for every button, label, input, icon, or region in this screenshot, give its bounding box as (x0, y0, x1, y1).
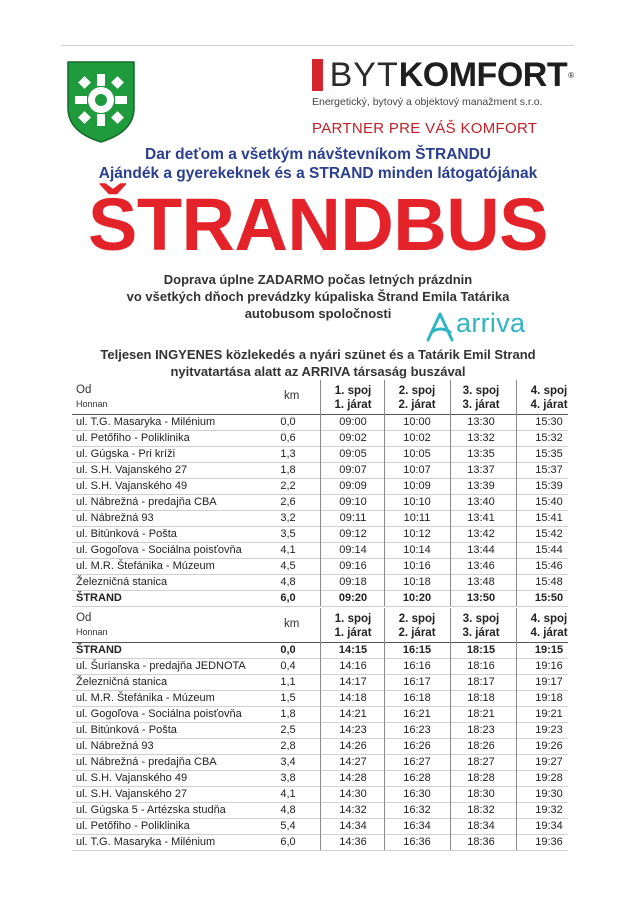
stop-name: Železničná stanica (76, 676, 168, 688)
departure-time: 09:10 (339, 496, 367, 508)
departure-time: 19:16 (535, 660, 563, 672)
departure-time: 18:36 (467, 836, 495, 848)
departure-time: 14:30 (339, 788, 367, 800)
departure-time: 18:26 (467, 740, 495, 752)
stop-km: 4,8 (280, 804, 296, 816)
departure-time: 10:05 (403, 448, 431, 460)
departure-time: 09:00 (339, 416, 367, 428)
departure-time: 16:17 (403, 676, 431, 688)
departure-time: 09:12 (339, 528, 367, 540)
departure-time: 13:48 (467, 576, 495, 588)
departure-time: 16:32 (403, 804, 431, 816)
departure-time: 16:30 (403, 788, 431, 800)
departure-time: 16:15 (402, 644, 432, 656)
departure-time: 18:17 (467, 676, 495, 688)
trip-label-hu: 4. járat (530, 627, 568, 639)
stop-km: 1,5 (280, 692, 296, 704)
trip-label-hu: 3. járat (462, 627, 500, 639)
departure-time: 18:30 (467, 788, 495, 800)
trip-label-sk: 4. spoj (530, 385, 568, 397)
info-hu-line1: Teljesen INGYENES közlekedés a nyári szünet és a Tatárik Emil Strand (100, 347, 536, 362)
header-trip-2 (386, 612, 448, 640)
trip-label-sk: 1. spoj (334, 385, 372, 397)
departure-time: 14:28 (339, 772, 367, 784)
departure-time: 14:34 (339, 820, 367, 832)
departure-time: 16:28 (403, 772, 431, 784)
departure-time: 14:26 (339, 740, 367, 752)
departure-time: 09:05 (339, 448, 367, 460)
trip-label-hu: 1. járat (334, 627, 372, 639)
header-from: Od (76, 384, 92, 396)
column-divider (450, 608, 451, 850)
header-trip-4 (518, 384, 580, 412)
header-trip-1 (322, 384, 384, 412)
stop-name: ul. Petőfiho - Poliklinika (76, 820, 190, 832)
header-km: km (284, 618, 300, 630)
gift-text-sk: Dar deťom a všetkým návštevníkom ŠTRANDU (145, 146, 491, 163)
stop-name: ul. Nábrežná 93 (76, 740, 154, 752)
header-trip-3 (450, 384, 512, 412)
departure-time: 10:02 (403, 432, 431, 444)
logo-subtitle: Energetický, bytový a objektový manažment s.r.o. (312, 96, 543, 108)
arriva-logo (424, 308, 542, 346)
column-divider (320, 380, 321, 606)
departure-time: 09:07 (339, 464, 367, 476)
departure-time: 13:46 (467, 560, 495, 572)
departure-time: 13:37 (467, 464, 495, 476)
departure-time: 15:46 (535, 560, 563, 572)
stop-km: 1,8 (280, 464, 296, 476)
logo-registered: ® (568, 70, 574, 80)
gift-text-hu: Ajándék a gyerekeknek és a STRAND minden látogatójának (98, 165, 538, 182)
departure-time: 10:20 (402, 592, 432, 604)
departure-time: 13:30 (467, 416, 495, 428)
departure-time: 09:09 (339, 480, 367, 492)
departure-time: 19:26 (535, 740, 563, 752)
departure-time: 14:36 (339, 836, 367, 848)
stop-km: 2,8 (280, 740, 296, 752)
stop-km: 3,5 (280, 528, 296, 540)
stop-km: 0,0 (280, 644, 296, 656)
departure-time: 19:27 (535, 756, 563, 768)
trip-label-sk: 3. spoj (462, 385, 500, 397)
stop-name: ul. T.G. Masaryka - Milénium (76, 416, 216, 428)
departure-time: 10:09 (403, 480, 431, 492)
trip-label-hu: 1. járat (334, 399, 372, 411)
departure-time: 15:48 (535, 576, 563, 588)
departure-time: 14:27 (339, 756, 367, 768)
info-sk-line3: autobusom spoločnosti (244, 306, 392, 321)
departure-time: 19:34 (535, 820, 563, 832)
bytkomfort-logo (312, 56, 574, 108)
departure-time: 18:34 (467, 820, 495, 832)
column-divider (384, 380, 385, 606)
departure-time: 10:12 (403, 528, 431, 540)
departure-time: 15:41 (535, 512, 563, 524)
stop-name: ul. Nábrežná 93 (76, 512, 154, 524)
stop-km: 4,1 (280, 788, 296, 800)
departure-time: 15:50 (534, 592, 564, 604)
departure-time: 13:42 (467, 528, 495, 540)
header-trip-1 (322, 612, 384, 640)
departure-time: 19:18 (535, 692, 563, 704)
coat-of-arms-icon (66, 60, 136, 144)
stop-km: 6,0 (280, 836, 296, 848)
departure-time: 18:28 (467, 772, 495, 784)
departure-time: 19:32 (535, 804, 563, 816)
stop-name: ul. S.H. Vajanského 27 (76, 788, 188, 800)
departure-time: 09:16 (339, 560, 367, 572)
header-trip-2 (386, 384, 448, 412)
departure-time: 16:27 (403, 756, 431, 768)
stop-name: ul. Gogoľova - Sociálna poisťovňa (76, 708, 242, 720)
stop-km: 2,6 (280, 496, 296, 508)
departure-time: 10:14 (403, 544, 431, 556)
departure-time: 14:15 (338, 644, 368, 656)
stop-km: 3,4 (280, 756, 296, 768)
departure-time: 14:32 (339, 804, 367, 816)
departure-time: 14:21 (339, 708, 367, 720)
stop-km: 6,0 (280, 592, 296, 604)
departure-time: 18:21 (467, 708, 495, 720)
departure-time: 09:11 (339, 512, 367, 524)
trip-label-sk: 2. spoj (398, 613, 436, 625)
logo-komfort: KOMFORT (398, 56, 568, 94)
departure-time: 16:34 (403, 820, 431, 832)
column-divider (384, 608, 385, 850)
info-hu-line2: nyitvatartása alatt az ARRIVA társaság buszával (170, 364, 466, 379)
trip-label-hu: 4. járat (530, 399, 568, 411)
stop-name: ul. Gogoľova - Sociálna poisťovňa (76, 544, 242, 556)
trip-label-sk: 1. spoj (334, 613, 372, 625)
stop-km: 1,1 (280, 676, 296, 688)
stop-name: ul. Nábrežná - predajňa CBA (76, 496, 217, 508)
departure-time: 18:18 (467, 692, 495, 704)
arriva-wordmark: arriva (456, 308, 526, 338)
departure-time: 16:26 (403, 740, 431, 752)
column-divider (320, 608, 321, 850)
stop-name: ul. S.H. Vajanského 49 (76, 480, 188, 492)
stop-name: ŠTRAND (76, 644, 122, 656)
departure-time: 16:23 (403, 724, 431, 736)
header-trip-3 (450, 612, 512, 640)
stop-name: ul. M.R. Štefánika - Múzeum (76, 560, 215, 572)
departure-time: 19:30 (535, 788, 563, 800)
departure-time: 14:18 (339, 692, 367, 704)
stop-name: ul. Šurianska - predajňa JEDNOTA (76, 660, 246, 672)
header-from-hu: Honnan (76, 627, 108, 637)
column-divider (516, 380, 517, 606)
header-km: km (284, 390, 300, 402)
departure-time: 19:23 (535, 724, 563, 736)
departure-time: 09:14 (339, 544, 367, 556)
trip-label-hu: 3. járat (462, 399, 500, 411)
stop-name: Železničná stanica (76, 576, 168, 588)
departure-time: 16:21 (403, 708, 431, 720)
stop-km: 4,8 (280, 576, 296, 588)
departure-time: 09:02 (339, 432, 367, 444)
info-sk-line1: Doprava úplne ZADARMO počas letných prázdnin (163, 272, 473, 287)
departure-time: 18:15 (466, 644, 496, 656)
departure-time: 15:30 (535, 416, 563, 428)
partner-tagline: PARTNER PRE VÁŠ KOMFORT (312, 120, 538, 137)
stop-km: 1,3 (280, 448, 296, 460)
stop-km: 0,6 (280, 432, 296, 444)
column-divider (450, 380, 451, 606)
departure-time: 10:11 (403, 512, 431, 524)
departure-time: 15:37 (535, 464, 563, 476)
stop-name: ul. M.R. Štefánika - Múzeum (76, 692, 215, 704)
departure-time: 10:07 (403, 464, 431, 476)
stop-km: 3,2 (280, 512, 296, 524)
stop-name: ul. Petőfiho - Poliklinika (76, 432, 190, 444)
stop-name: ul. Gúgska 5 - Artézska studňa (76, 804, 226, 816)
departure-time: 18:27 (467, 756, 495, 768)
departure-time: 18:32 (467, 804, 495, 816)
stop-km: 4,5 (280, 560, 296, 572)
departure-time: 13:40 (467, 496, 495, 508)
departure-time: 15:35 (535, 448, 563, 460)
departure-time: 13:41 (467, 512, 495, 524)
departure-time: 15:39 (535, 480, 563, 492)
header-from: Od (76, 612, 92, 624)
departure-time: 13:32 (467, 432, 495, 444)
departure-time: 16:18 (403, 692, 431, 704)
departure-time: 16:36 (403, 836, 431, 848)
departure-time: 09:18 (339, 576, 367, 588)
arriva-mark-icon (424, 310, 456, 344)
timetable-from-strand (72, 608, 568, 851)
trip-label-sk: 4. spoj (530, 613, 568, 625)
info-sk-line2: vo všetkých dňoch prevádzky kúpaliska Štrand Emila Tatárika (126, 289, 510, 304)
trip-label-sk: 3. spoj (462, 613, 500, 625)
stop-km: 0,4 (280, 660, 296, 672)
departure-time: 19:36 (535, 836, 563, 848)
departure-time: 10:10 (403, 496, 431, 508)
top-rule (62, 45, 574, 46)
departure-time: 19:15 (534, 644, 564, 656)
stop-km: 2,5 (280, 724, 296, 736)
header-trip-4 (518, 612, 580, 640)
timetable-to-strand (72, 380, 568, 607)
header-from-hu: Honnan (76, 399, 108, 409)
stop-name: ul. Nábrežná - predajňa CBA (76, 756, 217, 768)
departure-time: 18:23 (467, 724, 495, 736)
trip-label-hu: 2. járat (398, 627, 436, 639)
stop-name: ul. S.H. Vajanského 49 (76, 772, 188, 784)
stop-km: 0,0 (280, 416, 296, 428)
stop-name: ul. T.G. Masaryka - Milénium (76, 836, 216, 848)
stop-km: 5,4 (280, 820, 296, 832)
stop-name: ul. S.H. Vajanského 27 (76, 464, 188, 476)
stop-km: 2,2 (280, 480, 296, 492)
stop-km: 1,8 (280, 708, 296, 720)
departure-time: 19:17 (535, 676, 563, 688)
stop-name: ul. Gúgska - Pri kríži (76, 448, 176, 460)
departure-time: 14:16 (339, 660, 367, 672)
departure-time: 15:40 (535, 496, 563, 508)
departure-time: 10:18 (403, 576, 431, 588)
departure-time: 10:00 (403, 416, 431, 428)
page-title: ŠTRANDBUS (87, 183, 549, 266)
departure-time: 10:16 (403, 560, 431, 572)
trip-label-sk: 2. spoj (398, 385, 436, 397)
departure-time: 19:28 (535, 772, 563, 784)
departure-time: 13:44 (467, 544, 495, 556)
stop-km: 4,1 (280, 544, 296, 556)
stop-name: ul. Bitúnková - Pošta (76, 724, 177, 736)
departure-time: 13:35 (467, 448, 495, 460)
departure-time: 16:16 (403, 660, 431, 672)
stop-name: ŠTRAND (76, 592, 122, 604)
departure-time: 14:23 (339, 724, 367, 736)
logo-byt: BYT (329, 56, 399, 94)
stop-km: 3,8 (280, 772, 296, 784)
departure-time: 15:32 (535, 432, 563, 444)
departure-time: 13:39 (467, 480, 495, 492)
departure-time: 15:44 (535, 544, 563, 556)
departure-time: 15:42 (535, 528, 563, 540)
departure-time: 09:20 (338, 592, 368, 604)
departure-time: 14:17 (339, 676, 367, 688)
logo-square-icon (312, 59, 323, 91)
departure-time: 19:21 (535, 708, 563, 720)
trip-label-hu: 2. járat (398, 399, 436, 411)
departure-time: 13:50 (466, 592, 496, 604)
stop-name: ul. Bitúnková - Pošta (76, 528, 177, 540)
column-divider (516, 608, 517, 850)
departure-time: 18:16 (467, 660, 495, 672)
